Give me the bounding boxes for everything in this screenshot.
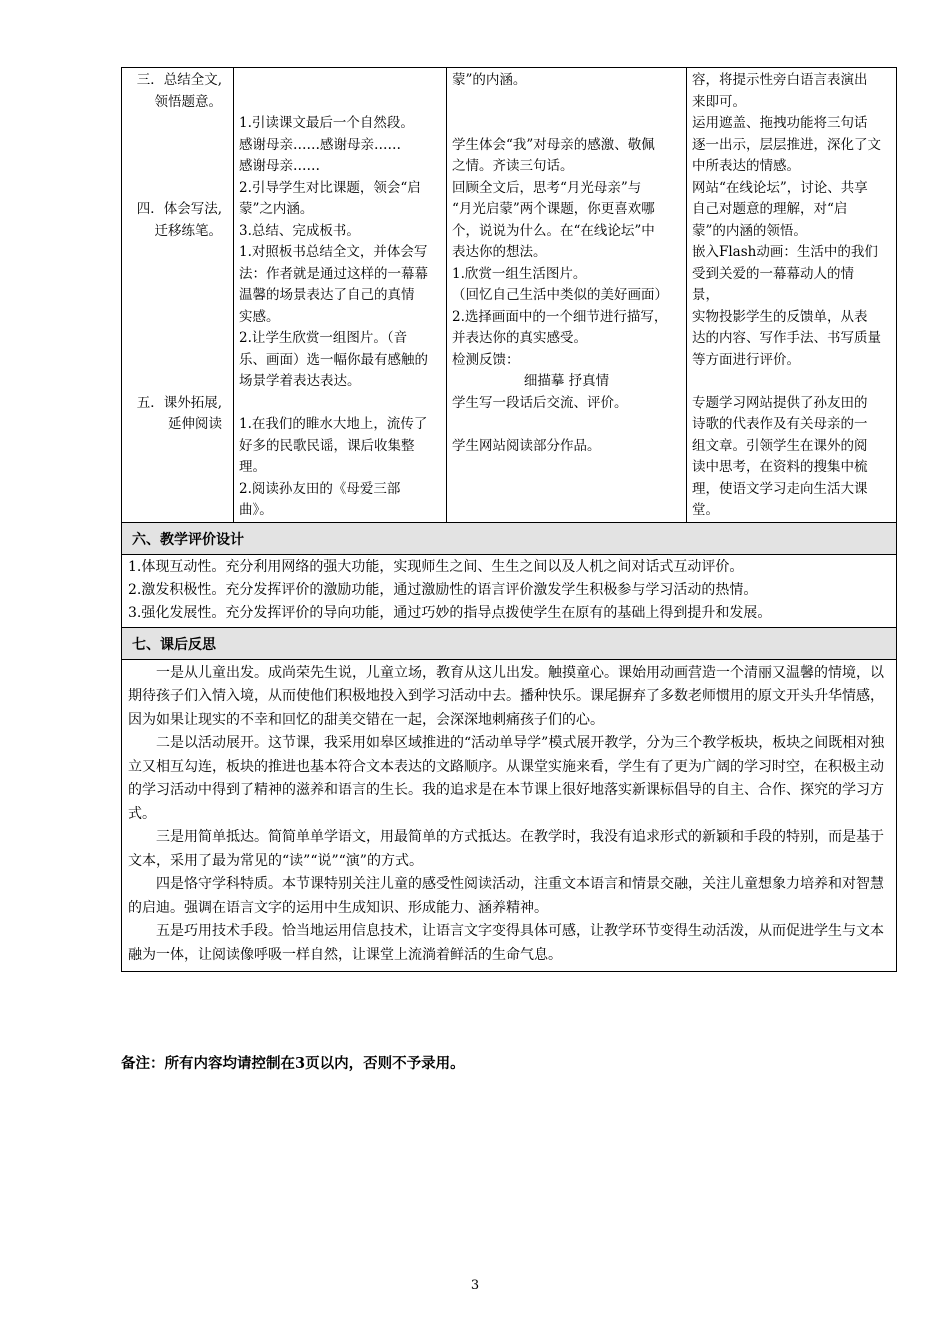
col4-line: 专题学习网站提供了孙友田的 [692, 394, 868, 411]
col3-line: 2.选择画面中的一个细节进行描写， [452, 308, 668, 325]
evaluation-title: 六、教学评价设计 [122, 523, 896, 554]
evaluation-item: 1.体现互动性。充分利用网络的强大功能，实现师生之间、生生之间以及人机之间对话式互动评价。 [128, 558, 744, 575]
evaluation-item: 2.激发积极性。充分发挥评价的激励功能，通过激励性的语言评价激发学生积极参与学习活动的热情。 [128, 581, 758, 598]
col1-line [127, 264, 228, 286]
col2-line: 理。 [239, 459, 266, 475]
col1-line [127, 135, 228, 157]
col2-line: 温馨的场景表达了自己的真情 [239, 287, 415, 303]
stage-cell [122, 68, 233, 436]
col1-line: 延伸阅读 [168, 416, 222, 432]
col4-line: 蒙”的内涵的领悟。 [692, 222, 807, 239]
col2-line: 乐、画面）选一幅你最有感触的 [239, 351, 428, 368]
col4-line: 运用遮盖、拖拽功能将三句话 [692, 115, 868, 131]
reflection-paragraph: 三是用简单抵达。简简单单学语文，用最简单的方式抵达。在教学时，我没有追求形式的新颖和手段的特别，而是基于文本，采用了最为常见的“读”“说”“演”的方式。 [128, 829, 884, 869]
footnote: 备注：所有内容均请控制在3页以内，否则不予录用。 [121, 1055, 465, 1072]
col4-line: 达的内容、写作手法、书写质量 [692, 330, 881, 346]
col4-line: 诗歌的代表作及有关母亲的一 [692, 416, 868, 432]
col3-line [452, 414, 681, 436]
student-activity-cell [447, 68, 686, 457]
page-number: 3 [470, 1278, 480, 1293]
col2-line: 感谢母亲……感谢母亲…… [239, 136, 401, 153]
col3-line: 回顾全文后，思考“月光母亲”与 [452, 179, 642, 196]
reflection-body-cell [122, 659, 897, 972]
col4-line: 中所表达的情感。 [692, 158, 800, 174]
col2-line: 1.对照板书总结全文，并体会写 [239, 244, 428, 260]
col3-line: 学生网站阅读部分作品。 [452, 437, 601, 454]
student-activity-column [447, 68, 687, 523]
col3-line: 个，说说为什么。在“在线论坛”中 [452, 222, 655, 239]
reflection-heading-cell [122, 627, 897, 659]
col1-line [127, 371, 228, 393]
col1-line [127, 178, 228, 200]
col2-line: 1.引读课文最后一个自然段。 [239, 115, 414, 131]
col2-line: 好多的民歌民谣，课后收集整 [239, 437, 415, 454]
col2-line: 蒙”之内涵。 [239, 201, 314, 217]
evaluation-body-cell [122, 554, 897, 627]
col2-line: 2.阅读孙友田的《母爱三部 [239, 480, 401, 497]
col1-line [127, 328, 228, 350]
col4-line: 堂。 [692, 502, 719, 518]
col2-line: 场景学着表达表达。 [239, 373, 361, 389]
technology-column [687, 68, 897, 523]
col3-line: 蒙”的内涵。 [452, 72, 527, 88]
lesson-plan-table [121, 67, 897, 972]
teacher-activity-cell [234, 68, 446, 522]
col2-line: 法：作者就是通过这样的一幕幕 [239, 265, 428, 282]
reflection-paragraph: 五是巧用技术手段。恰当地运用信息技术，让语言文字变得具体可感，让教学环节变得生动活泼，从而促进学生与文本融为一体，让阅读像呼吸一样自然，让课堂上流淌着鲜活的生命气息。 [128, 923, 884, 963]
col1-line [127, 242, 228, 264]
col4-line: 嵌入Flash动画：生活中的我们 [692, 244, 878, 260]
col2-line: 3.总结、完成板书。 [239, 222, 360, 239]
col1-line: 迁移练笔。 [154, 222, 222, 239]
col4-line: 读中思考，在资料的搜集中梳 [692, 459, 868, 475]
col3-line: 学生写一段话后交流、评价。 [452, 394, 628, 411]
col3-line [452, 113, 681, 135]
col4-line: 理，使语文学习走向生活大课 [692, 480, 868, 497]
col2-line: 2.让学生欣赏一组图片。（音 [239, 330, 408, 346]
col2-line [239, 70, 441, 92]
reflection-paragraph: 二是以活动展开。这节课，我采用如皋区域推进的“活动单导学”模式展开教学，分为三个教学板块，板块之间既相对独立又相互勾连，板块的推进也基本符合文本表达的文路顺序。从课堂实施来看，学生有了更为广阔的学习时空，在积极主动的学习活动中得到了精神的滋养和语言的生长。我的追求是在本节课上很好地落实新课标倡导的自主、合作、探究的学习方式。 [128, 735, 885, 822]
col4-line: 组文章。引领学生在课外的阅 [692, 437, 868, 454]
col2-line: 曲》。 [239, 502, 273, 518]
col1-line [127, 156, 228, 178]
col1-line: 领悟题意。 [154, 93, 222, 110]
col3-line: 表达你的想法。 [452, 244, 547, 260]
col3-line: 之情。齐读三句话。 [452, 158, 574, 174]
col2-line: 感谢母亲…… [239, 158, 320, 174]
col1-line: 五．课外拓展, [136, 394, 222, 411]
col4-line: 受到关爱的一幕幕动人的情 [692, 265, 854, 282]
col3-line: 并表达你的真实感受。 [452, 330, 587, 346]
col4-line: 来即可。 [692, 93, 746, 110]
col4-line: 逐一出示，层层推进，深化了文 [692, 136, 881, 153]
col1-line: 三．总结全文, [136, 72, 222, 88]
reflection-title: 七、课后反思 [122, 628, 896, 659]
col3-line: 1.欣赏一组生活图片。 [452, 265, 587, 282]
stage-column [122, 68, 234, 523]
col2-line [239, 393, 441, 415]
col4-line: 等方面进行评价。 [692, 351, 800, 368]
reflection-paragraph: 四是恪守学科特质。本节课特别关注儿童的感受性阅读活动，注重文本语言和情景交融，关注儿童想象力培养和对智慧的启迪。强调在语言文字的运用中生成知识、形成能力、涵养精神。 [128, 876, 884, 916]
col1-line [127, 285, 228, 307]
col4-line: 景， [692, 287, 719, 303]
evaluation-item: 3.强化发展性。充分发挥评价的导向功能，通过巧妙的指导点拨使学生在原有的基础上得到提升和发展。 [128, 604, 772, 621]
technology-cell [687, 68, 896, 522]
col2-line: 实感。 [239, 308, 280, 325]
col4-line: 实物投影学生的反馈单，从表 [692, 308, 868, 325]
col1-line: 四．体会写法, [136, 201, 222, 217]
col3-line: 检测反馈： [452, 351, 520, 368]
col1-line [127, 307, 228, 329]
col4-line [692, 371, 891, 393]
reflection-paragraph: 一是从儿童出发。成尚荣先生说，儿童立场，教育从这儿出发。触摸童心。课始用动画营造一个清丽又温馨的情境，以期待孩子们入情入境，从而使他们积极地投入到学习活动中去。播种快乐。课尾摒弃了多数老师惯用的原文开头升华情感，因为如果让现实的不幸和回忆的甜美交错在一起，会深深地刺痛孩子们的心。 [128, 664, 884, 728]
col4-line: 容，将提示性旁白语言表演出 [692, 72, 868, 88]
col3-line [452, 92, 681, 114]
col3-line: “月光启蒙”两个课题，你更喜欢哪 [452, 201, 655, 217]
col1-line [127, 113, 228, 135]
evaluation-heading-cell [122, 522, 897, 554]
col2-line: 1.在我们的睢水大地上，流传了 [239, 416, 428, 432]
col3-line: 学生体会“我”对母亲的感激、敬佩 [452, 136, 655, 153]
col4-line: 网站“在线论坛”，讨论、共享 [692, 179, 868, 196]
col3-line: （回忆自己生活中类似的美好画面） [452, 287, 668, 303]
col3-line: 细描摹 抒真情 [523, 373, 610, 389]
teaching-process-row [122, 68, 897, 523]
col2-line [239, 92, 441, 114]
teacher-activity-column [234, 68, 447, 523]
col1-line [127, 350, 228, 372]
col2-line: 2.引导学生对比课题，领会“启 [239, 179, 421, 196]
col4-line: 自己对题意的理解，对“启 [692, 201, 848, 217]
